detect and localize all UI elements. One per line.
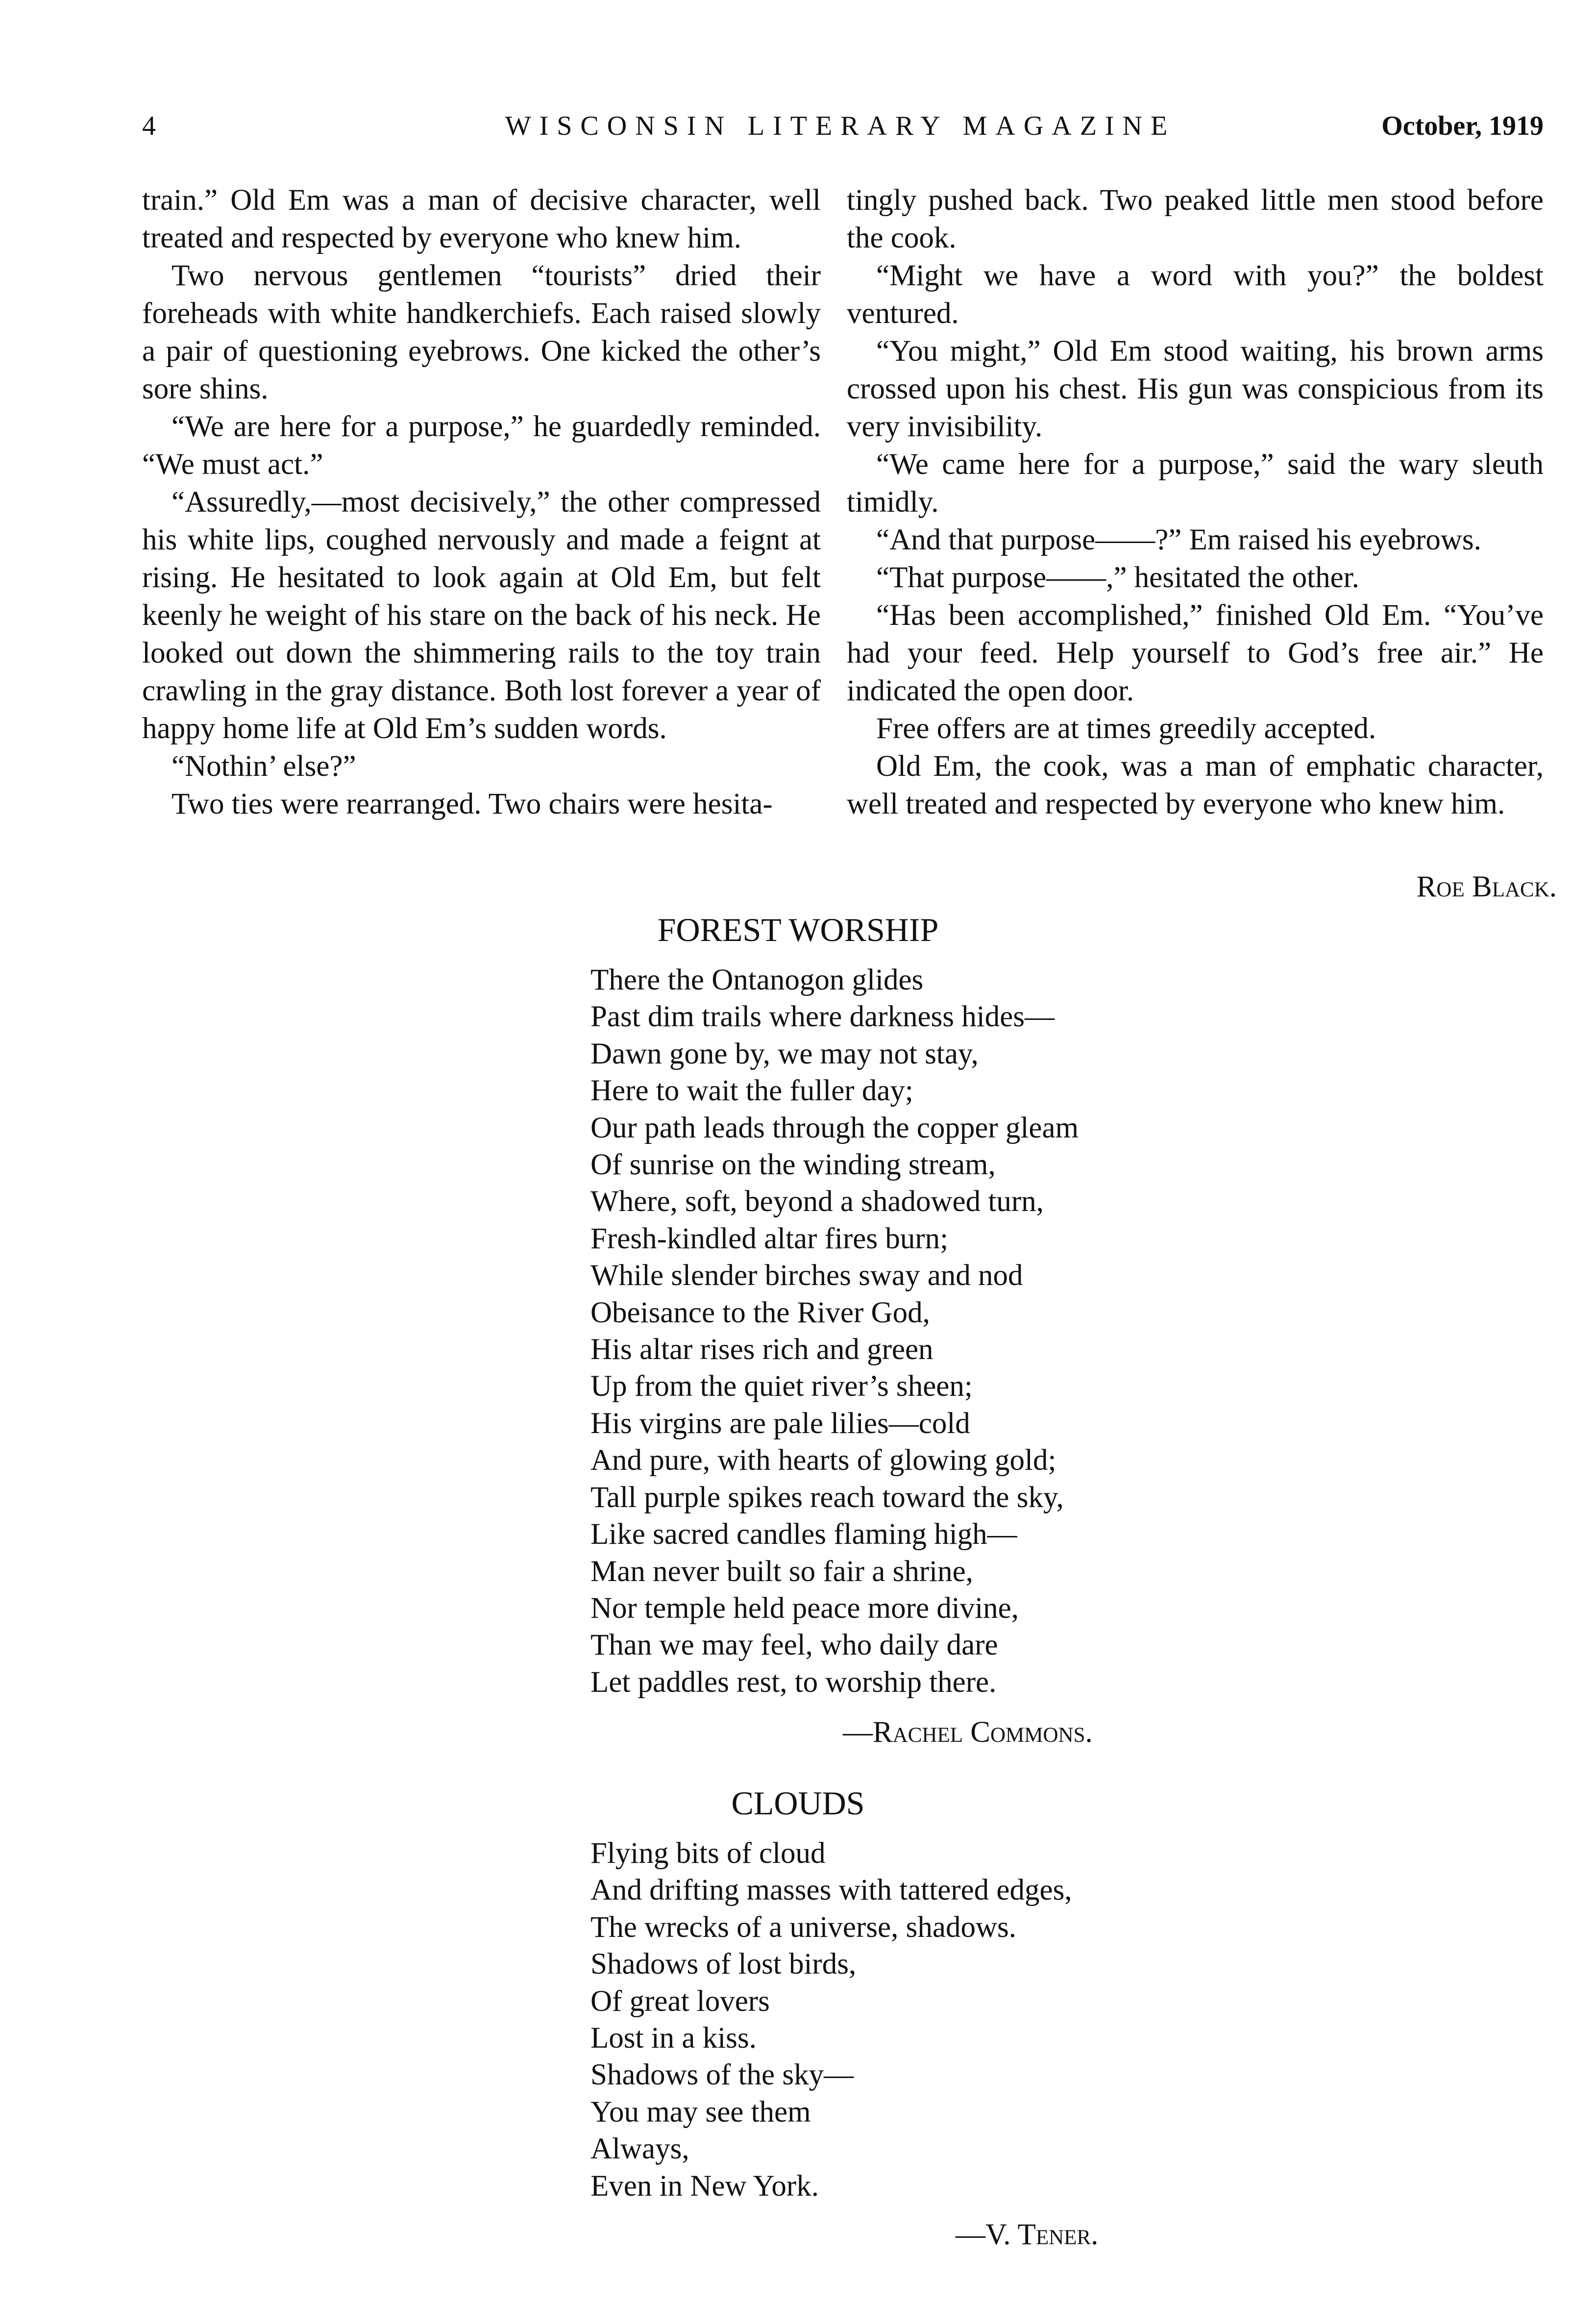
issue-date: October, 1919 (1381, 111, 1544, 141)
poem-author: —Rachel Commons. (843, 1716, 1093, 1749)
story-paragraph: Two ties were rearranged. Two chairs were hesita- (172, 788, 773, 820)
page-header (137, 110, 1544, 149)
poem-line: Like sacred candles flaming high— (590, 1518, 1017, 1551)
poem-line: Up from the quiet river’s sheen; (590, 1370, 973, 1403)
story-left-column (142, 181, 821, 823)
poem-line: There the Ontanogon glides (590, 964, 924, 996)
poem-title: FOREST WORSHIP (657, 911, 939, 948)
poem-line: Obeisance to the River God, (590, 1296, 930, 1329)
story-paragraph: “Assuredly,—most decisively,” the other compressed his white lips, coughed nervously and made a feignt at rising. He hesitated to look again at Old Em, but felt keenly he weight of his stare on the back of his neck. He looked out down the shimmering rails to the toy train crawling in the gray distance. Both lost forever a year of happy home life at Old Em’s sudden words. (142, 486, 821, 745)
poem-title: CLOUDS (731, 1784, 865, 1822)
story-paragraph: “We are here for a purpose,” he guardedly reminded. “We must act.” (142, 410, 821, 481)
poem-clouds (590, 1835, 1072, 2204)
story-paragraph: “That purpose——,” hesitated the other. (876, 561, 1359, 594)
poem-line: Tall purple spikes reach toward the sky, (590, 1481, 1064, 1514)
poem-line: Always, (590, 2132, 689, 2166)
story-paragraph: “You might,” Old Em stood waiting, his brown arms crossed upon his chest. His gun was conspicious from its very invisibility. (847, 335, 1544, 443)
poem-line: And pure, with hearts of glowing gold; (590, 1444, 1056, 1477)
story-right-column (847, 181, 1544, 823)
poem-line: Past dim trails where darkness hides— (590, 1000, 1055, 1034)
poem-line: Shadows of the sky— (590, 2058, 854, 2092)
story-paragraph: “Nothin’ else?” (172, 750, 356, 783)
poem-line: Flying bits of cloud (590, 1837, 826, 1870)
poem-author: —V. Tener. (956, 2218, 1099, 2251)
story-paragraph: Free offers are at times greedily accepted. (876, 712, 1376, 745)
story-paragraph: tingly pushed back. Two peaked little men stood before the cook. (847, 184, 1544, 254)
poem-line: Let paddles rest, to worship there. (590, 1665, 997, 1699)
story-author: Roe Black. (1416, 870, 1557, 903)
poem-line: Where, soft, beyond a shadowed turn, (590, 1185, 1044, 1218)
poem-line: Here to wait the fuller day; (590, 1074, 913, 1108)
poem-line: Than we may feel, who daily dare (590, 1629, 998, 1662)
poem-line: His altar rises rich and green (590, 1333, 933, 1366)
magazine-title: WISCONSIN LITERARY MAGAZINE (505, 111, 1176, 141)
poem-line: Our path leads through the copper gleam (590, 1111, 1079, 1144)
story-paragraph: Old Em, the cook, was a man of emphatic character, well treated and respected by everyone who knew him. (847, 750, 1544, 820)
poem-line: You may see them (590, 2095, 811, 2129)
poem-line: Even in New York. (590, 2169, 819, 2203)
story-paragraph: “Has been accomplished,” finished Old Em. “You’ve had your feed. Help yourself to God’s free air.” He indicated the open door. (847, 599, 1544, 707)
story-paragraph: train.” Old Em was a man of decisive character, well treated and respected by everyone who knew him. (142, 184, 821, 254)
poem-line: Man never built so fair a shrine, (590, 1555, 973, 1588)
story-paragraph: Two nervous gentlemen “tourists” dried their foreheads with white handkerchiefs. Each raised slowly a pair of questioning eyebrows. One kicked the other’s sore shins. (142, 259, 821, 405)
poem-line: Lost in a kiss. (590, 2022, 757, 2055)
poem-line: Fresh-kindled altar fires burn; (590, 1222, 949, 1255)
story-paragraph: “We came here for a purpose,” said the wary sleuth timidly. (847, 448, 1544, 519)
poem-line: Of sunrise on the winding stream, (590, 1148, 996, 1182)
story-paragraph: “Might we have a word with you?” the boldest ventured. (847, 259, 1544, 330)
poem-line: Shadows of lost birds, (590, 1948, 857, 1981)
story-paragraph: “And that purpose——?” Em raised his eyebrows. (876, 523, 1481, 556)
poem-line: Of great lovers (590, 1984, 770, 2018)
poem-forest-worship (590, 962, 1079, 1701)
poem-line: Dawn gone by, we may not stay, (590, 1037, 979, 1070)
poem-line: His virgins are pale lilies—cold (590, 1407, 970, 1440)
poem-line: The wrecks of a universe, shadows. (590, 1910, 1016, 1944)
poem-line: Nor temple held peace more divine, (590, 1591, 1019, 1625)
poem-line: And drifting masses with tattered edges, (590, 1874, 1072, 1907)
poem-line: While slender birches sway and nod (590, 1259, 1023, 1292)
page-number: 4 (142, 111, 156, 141)
